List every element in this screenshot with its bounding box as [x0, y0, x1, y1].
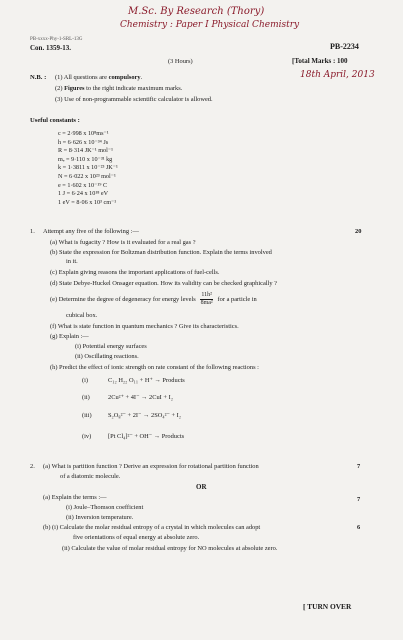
q1-b-cont: in it.	[66, 258, 78, 265]
question-1	[0, 228, 403, 448]
q1-h-iv-reaction: [Pt Cl₄]²⁻ + OH⁻ → Products	[108, 433, 185, 440]
small-code: PB-xxxx-Phy-1-SRL-13G	[30, 37, 83, 42]
constant-ev: 1 eV = 8·06 x 10³ cm⁻¹	[58, 198, 117, 206]
constant-joule: 1 J = 6·24 x 10¹⁸ eV	[58, 190, 109, 198]
q1-stem: Attempt any five of the following :—	[43, 228, 139, 235]
q1-h-iii-num: (iii)	[82, 412, 92, 419]
q2-a-cont: of a diatomic molecule.	[60, 473, 121, 480]
nb-item-3: (3) Use of non-programmable scientific calculator is allowed.	[55, 96, 213, 103]
question-2	[0, 463, 403, 593]
q1-b: (b) State the expression for Boltzman distribution function. Explain the terms involved	[50, 249, 272, 256]
q1-g: (g) Explain :—	[50, 333, 89, 340]
q2-a-alt-ii: (ii) Inversion temperature.	[66, 514, 134, 521]
duration: (3 Hours)	[168, 58, 193, 65]
q2-b-marks: 6	[357, 524, 361, 531]
constant-n: N = 6·022 x 10²³ mol⁻¹	[58, 172, 116, 180]
paper-code: PB-2234	[330, 42, 359, 51]
con-number: Con. 1359-13.	[30, 44, 72, 52]
q2-a-alt-i: (i) Joule–Thomson coefficient	[66, 504, 144, 511]
or-separator: OR	[196, 483, 207, 491]
q1-e-cont: cubical box.	[66, 312, 98, 319]
nb-item-2: (2) Figures to the right indicate maximum marks.	[55, 85, 183, 92]
nb-item-1: (1) All questions are compulsory.	[55, 74, 143, 81]
constant-r: R = 8·314 JK⁻¹ mol⁻¹	[58, 147, 113, 155]
q1-h-ii-reaction: 2Cu²⁺ + 4I⁻ → 2CuI + I₂	[108, 394, 173, 401]
handwritten-course-line: M.Sc. By Research (Thory)	[128, 6, 265, 17]
turn-over: [ TURN OVER	[303, 602, 352, 611]
q1-h-iv-num: (iv)	[82, 433, 92, 440]
q1-f: (f) What is state function in quantum mechanics ? Give its characteristics.	[50, 323, 239, 330]
q2-b-i-cont: five orientations of equal energy at absolute zero.	[73, 534, 200, 541]
q1-g-i: (i) Potential energy surfaces	[75, 343, 147, 350]
q1-h-ii-num: (ii)	[82, 394, 90, 401]
q1-e: (e) Determine the degree of degeneracy for energy levels $\frac{\text{11h²}}{\text{8ma²}}$ for a particle in	[50, 292, 257, 306]
q1-h-i-reaction: C₁₂ H₂₂ O₁₁ + H⁺ → Products	[108, 377, 185, 384]
constants-list	[58, 130, 118, 207]
q2-b-ii: (ii) Calculate the value of molar residual entropy for NO molecules at absolute zero.	[62, 545, 278, 552]
q2-a-marks: 7	[357, 463, 361, 470]
q1-h: (h) Predict the effect of ionic strength on rate constant of the following reactions :	[50, 364, 259, 371]
q1-g-ii: (ii) Oscillating reactions.	[75, 353, 139, 360]
q2-a-alt: (a) Explain the terms :—	[43, 494, 107, 501]
constants-title: Useful constants :	[30, 117, 80, 124]
constant-h: h = 6·626 x 10⁻³⁴ Js	[58, 138, 109, 146]
q1-h-iii-reaction: S₂O₈²⁻ + 2I⁻ → 2SO₄²⁻ + I₂	[108, 412, 182, 419]
q1-number: 1.	[30, 228, 35, 235]
constant-e: e = 1·602 x 10⁻¹⁹ C	[58, 181, 108, 189]
handwritten-date: 18th April, 2013	[300, 70, 375, 80]
energy-fraction: $\frac{\text{11h²}}{\text{8ma²}}$	[200, 292, 213, 306]
q2-b-i: (b) (i) Calculate the molar residual entropy of a crystal in which molecules can adopt	[43, 524, 261, 531]
q1-a: (a) What is fugacity ? How is it evaluated for a real gas ?	[50, 239, 196, 246]
q2-a: (a) What is partition function ? Derive an expression for rotational partition function	[43, 463, 259, 470]
q2-number: 2.	[30, 463, 35, 470]
nb-label: N.B. :	[30, 74, 47, 81]
constant-me: mₑ = 9·110 x 10⁻³¹ kg	[58, 155, 113, 163]
q1-marks: 20	[355, 228, 362, 235]
total-marks: [Total Marks : 100	[292, 57, 348, 65]
constant-k: k = 1·3811 x 10⁻²³ JK⁻¹	[58, 164, 118, 172]
q1-d: (d) State Debye-Huckel Onsager equation. How its validity can be checked graphically ?	[50, 280, 277, 287]
handwritten-subject-line: Chemistry : Paper I Physical Chemistry	[120, 20, 300, 30]
constant-c: c = 2·998 x 10⁸ms⁻¹	[58, 130, 109, 137]
q2-a-alt-marks: 7	[357, 496, 361, 503]
q1-c: (c) Explain giving reasons the important applications of fuel-cells.	[50, 269, 220, 276]
q1-h-i-num: (i)	[82, 377, 89, 384]
